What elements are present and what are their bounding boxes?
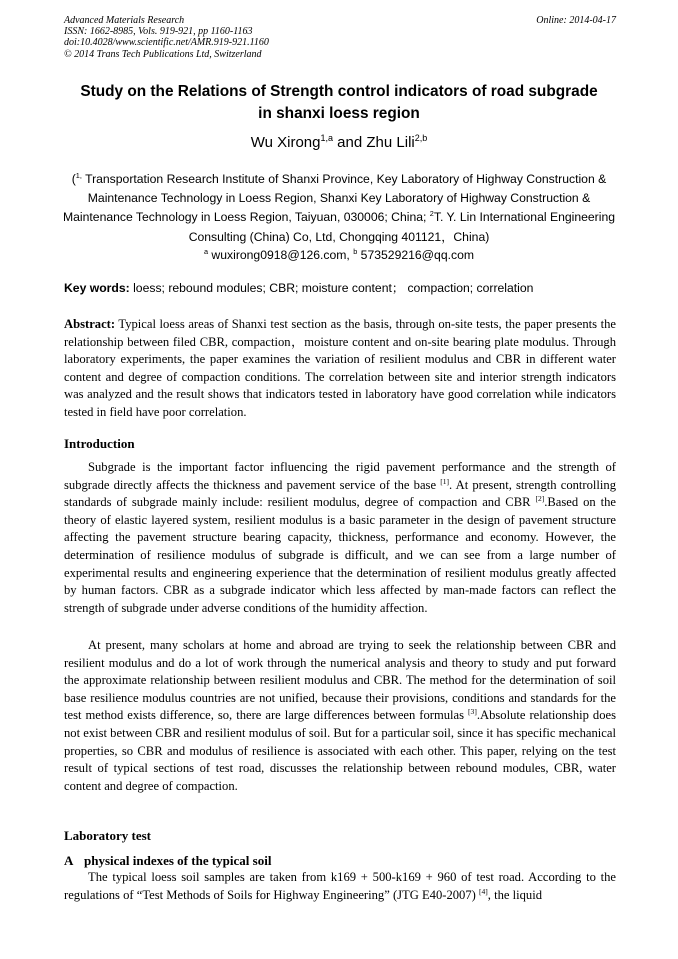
citation-3[interactable]: [3]	[468, 707, 477, 717]
citation-4[interactable]: [4]	[478, 886, 488, 896]
intro-p1-text-b: . At present, strength controlling standards of subgrade mainly include: resilient modulus, degree of compaction and CBR	[64, 477, 616, 510]
author-1-affil: 1,a	[320, 133, 334, 143]
lab-paragraph-1	[64, 869, 616, 904]
keywords-label: Key words:	[64, 281, 130, 295]
intro-paragraph-1	[64, 459, 616, 617]
author-emails	[60, 246, 618, 264]
subsection-label: A	[64, 853, 74, 868]
lab-p1-text-b: , the liquid	[487, 887, 543, 902]
email-b-marker: b	[353, 246, 358, 256]
subsection-title: physical indexes of the typical soil	[84, 853, 272, 868]
affil-2-marker: 2	[429, 209, 434, 219]
affil-open-paren: (	[71, 172, 76, 186]
affiliations	[60, 170, 618, 247]
intro-p1-text-a: Subgrade is the important factor influencing the rigid pavement performance and the strength of subgrade directly affects the thickness and pavement service of the base	[64, 460, 616, 492]
abstract	[64, 316, 616, 422]
journal-name: Advanced Materials Research	[64, 15, 185, 26]
affil-2-text: T. Y. Lin International Engineering Consulting (China) Co, Ltd, Chongqing 401121，China)	[188, 210, 615, 244]
keywords	[64, 279, 616, 297]
intro-p2-text-b: .Absolute relationship does not exist between CBR and resilient modulus of soil. But for a particular soil, since it has specific mechanical properties, so CBR and modulus of resilience is associated with each other. This paper, relying on the test result of typical sections of test road, discusses the relationship between rebound modules, CBR, water content and degree of compaction.	[64, 708, 617, 793]
author-line	[40, 133, 638, 153]
intro-p1-text-c: .Based on the theory of elastic layered system, resilient modulus is a basic parameter in the design of pavement structure affecting the pavement structure bearing capacity, thickness, performance and economy. However, the determination of resilience modulus of subgrade is difficult, and we can see from a large number of experimental results and engineering experience that the determination of resilient modulus greatly affected by human factors. CBR as a subgrade indicator which less affected by man-made factors can reflect the strength of subgrade under adverse conditions of the humidity affection.	[64, 495, 617, 615]
author-1-name: Wu Xirong	[250, 134, 321, 151]
doi-line: doi:10.4028/www.scientific.net/AMR.919-921.1160	[64, 37, 269, 49]
email-a[interactable]: wuxirong0918@126.com,	[208, 248, 354, 262]
intro-paragraph-2	[64, 637, 616, 795]
author-2-affil: 2,b	[414, 133, 428, 143]
author-2-name: Zhu Lili	[366, 134, 415, 151]
intro-p2-text-a: At present, many scholars at home and abroad are trying to seek the relationship between CBR and resilient modulus and do a lot of work through the numerical analysis and theory to study and put forward the approximate relationship between resilient modulus and CBR. The method for the determination of soil base resilience modulus countries are not unified, because their provisions, conditions and standards for the test method exists difference, so, there are large differences between formulas	[64, 638, 616, 723]
author-joiner: and	[333, 134, 367, 151]
laboratory-test-heading: Laboratory test	[64, 828, 152, 843]
abstract-text: Typical loess areas of Shanxi test section as the basis, through on-site tests, the paper presents the relationship between filed CBR, compaction，moisture content and on-site bearing plate modulus. Through laboratory experiments, the paper examines the variation of resilient modulus and CBR in different water content and degree of compaction conditions. The correlation between site and interior strength indicators was analyzed and the result shows that indicators tested in laboratory have good correlation while indicators tested in field have poor correlation.	[64, 317, 616, 419]
affil-1-marker: 1,	[75, 170, 82, 180]
email-b[interactable]: 573529216@qq.com	[357, 248, 475, 262]
citation-2[interactable]: [2]	[535, 494, 545, 503]
subsection-heading	[64, 853, 271, 869]
email-a-marker: a	[203, 246, 209, 256]
online-date: Online: 2014-04-17	[536, 15, 616, 26]
title-line-1: Study on the Relations of Strength control indicators of road subgrade	[80, 83, 598, 100]
copyright-line: © 2014 Trans Tech Publications Ltd, Switzerland	[64, 48, 262, 60]
abstract-label: Abstract:	[64, 317, 116, 331]
title-line-2: in shanxi loess region	[258, 105, 420, 122]
introduction-heading: Introduction	[64, 436, 135, 451]
lab-p1-text-a: The typical loess soil samples are taken from k169 + 500-k169 + 960 of test road. According to the regulations of “Test Methods of Soils for Highway Engineering” (JTG E40-2007)	[64, 870, 616, 902]
journal-header	[64, 15, 616, 60]
issn-line: ISSN: 1662-8985, Vols. 919-921, pp 1160-1163	[64, 26, 253, 38]
paper-title	[40, 81, 638, 125]
affil-1-text: Transportation Research Institute of Shanxi Province, Key Laboratory of Highway Construction & Maintenance Technology in Loess Region, Shanxi Key Laboratory of Highway Construction & Maintenance Technology in Loess Region, Taiyuan, 030006; China;	[62, 172, 607, 225]
keywords-text: loess; rebound modules; CBR; moisture content； compaction; correlation	[129, 281, 534, 295]
citation-1[interactable]: [1]	[440, 476, 449, 486]
